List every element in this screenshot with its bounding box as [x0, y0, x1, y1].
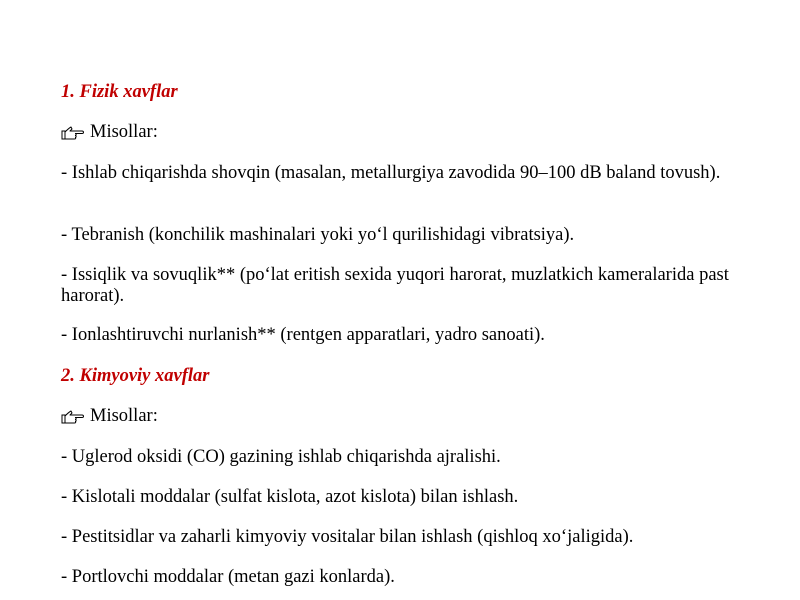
- pointing-hand-icon: [61, 125, 85, 141]
- section-1-item-3: - Issiqlik va sovuqlik** (po‘lat eritish sexida yuqori harorat, muzlatkich kameralarida past harorat).: [61, 265, 729, 306]
- section-2-examples-label: Misollar:: [90, 406, 158, 426]
- pointing-hand-icon: [61, 409, 85, 425]
- section-2-item-1: - Uglerod oksidi (CO) gazining ishlab chiqarishda ajralishi.: [61, 447, 501, 467]
- section-2-item-2: - Kislotali moddalar (sulfat kislota, azot kislota) bilan ishlash.: [61, 487, 519, 507]
- section-2-examples-label-row: [61, 406, 761, 427]
- section-2-item-4: - Portlovchi moddalar (metan gazi konlarda).: [61, 567, 395, 587]
- section-1-title: 1. Fizik xavflar: [61, 82, 178, 102]
- section-1-item-2: - Tebranish (konchilik mashinalari yoki yo‘l qurilishidagi vibratsiya).: [61, 225, 575, 245]
- section-2-item-3: - Pestitsidlar va zaharli kimyoviy vositalar bilan ishlash (qishloq xo‘jaligida).: [61, 527, 634, 547]
- section-1-examples-label-row: [61, 122, 761, 143]
- section-1-item-4: - Ionlashtiruvchi nurlanish** (rentgen apparatlari, yadro sanoati).: [61, 325, 545, 345]
- section-1-item-1: - Ishlab chiqarishda shovqin (masalan, metallurgiya zavodida 90–100 dB baland tovush).: [61, 163, 721, 183]
- section-1-examples-label: Misollar:: [90, 122, 158, 142]
- section-2-title: 2. Kimyoviy xavflar: [61, 366, 210, 386]
